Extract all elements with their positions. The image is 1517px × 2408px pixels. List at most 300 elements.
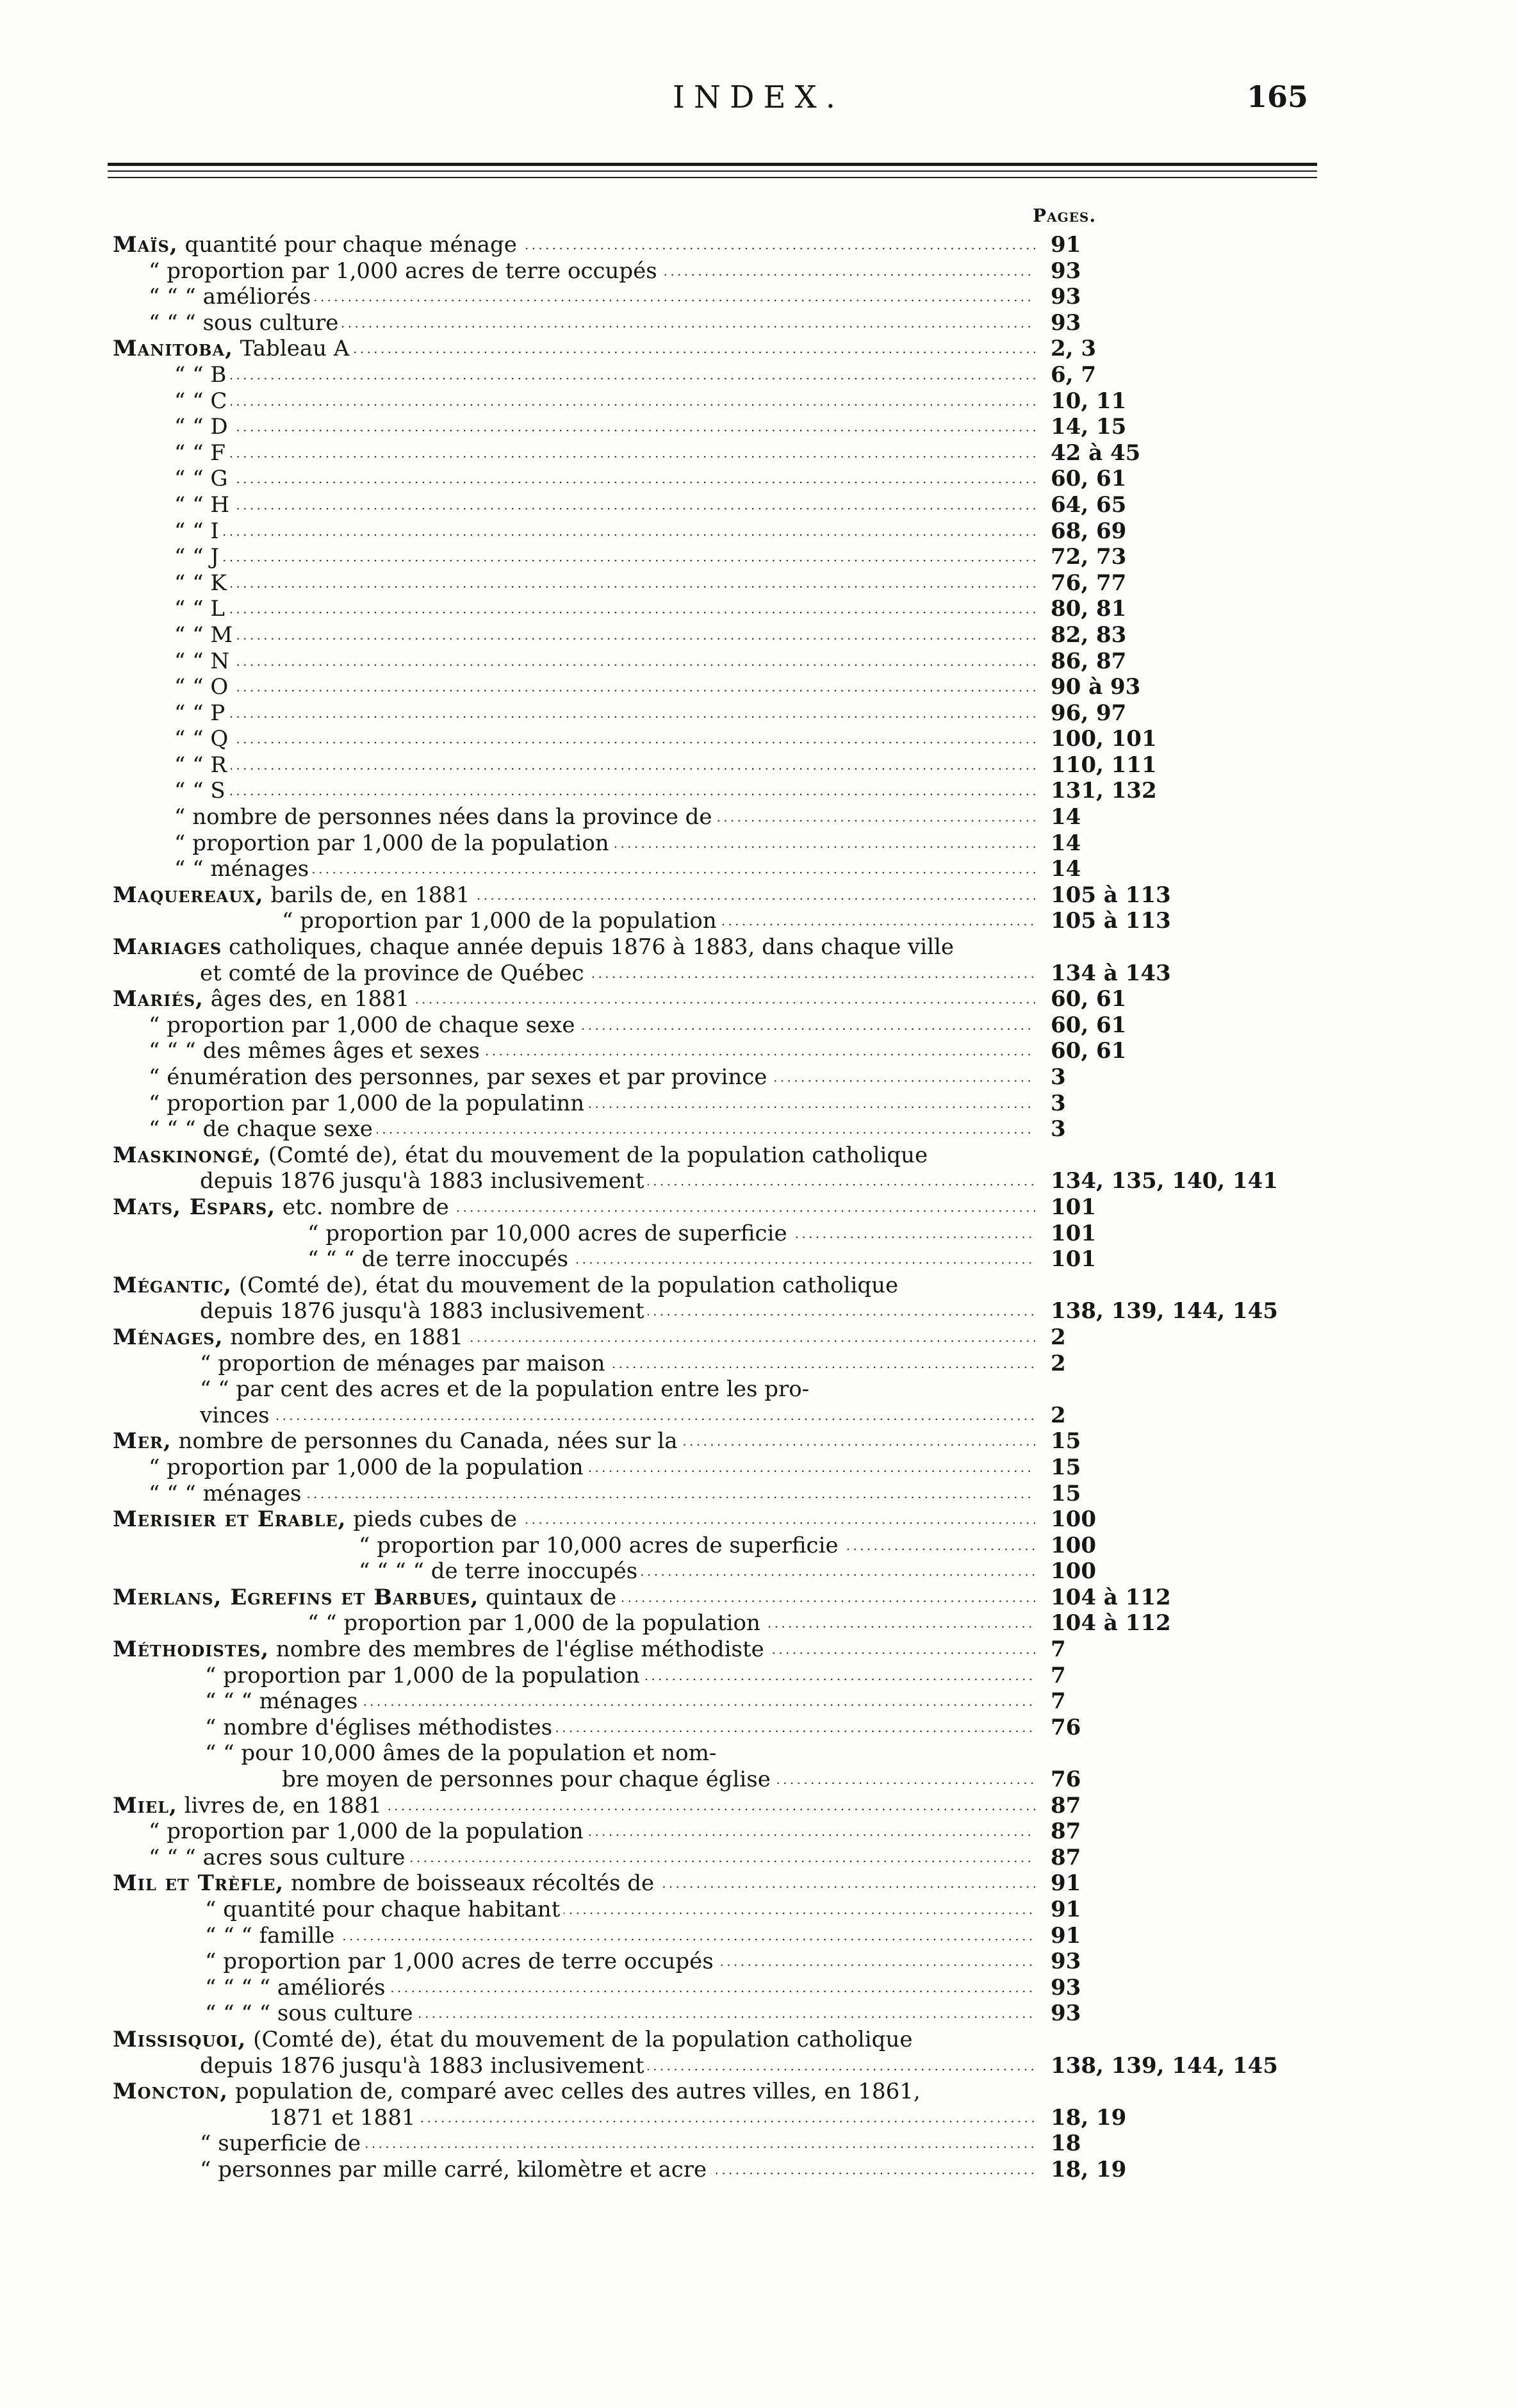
entry-text: [269, 2105, 1035, 2131]
entry-text: [205, 1923, 1035, 1949]
entry-description: “ “ L: [174, 596, 225, 622]
index-entry: [0, 1870, 1517, 1897]
entry-description: “ nombre d'églises méthodistes: [205, 1714, 553, 1740]
entry-text: [113, 882, 1035, 909]
entry-pages: 72, 73: [1051, 544, 1127, 570]
entry-text: [113, 2027, 1069, 2053]
entry-text: [282, 908, 1035, 934]
index-entry: [0, 2053, 1517, 2079]
entry-text: [205, 1897, 1035, 1923]
index-entry: [0, 1767, 1517, 1793]
index-entry: [0, 1897, 1517, 1923]
index-entry: [0, 1376, 1517, 1403]
index-entry: [0, 2027, 1517, 2053]
entry-description: “ “ “ acres sous culture: [149, 1844, 406, 1870]
entry-description: “ “ “ améliorés: [149, 284, 311, 310]
index-entry: [0, 1324, 1517, 1351]
entry-pages: 76, 77: [1051, 570, 1127, 596]
entry-text: [113, 2079, 1069, 2105]
entry-text: [174, 622, 1035, 648]
entry-pages: 60, 61: [1051, 466, 1127, 492]
entry-pages: 91: [1051, 232, 1081, 258]
entry-text: [174, 752, 1035, 779]
entry-description: “ proportion par 1,000 de la population: [149, 1818, 584, 1845]
entry-text: [174, 414, 1035, 440]
entry-text: [200, 2053, 1035, 2079]
entry-description: “ proportion par 10,000 acres de superficie: [359, 1532, 839, 1558]
entry-description: “ “ O: [174, 674, 229, 700]
entry-pages: 7: [1051, 1688, 1066, 1715]
entry-text: [149, 1012, 1035, 1039]
index-entry: [0, 1610, 1517, 1637]
entry-pages: 93: [1051, 309, 1081, 336]
entry-pages: 76: [1051, 1767, 1081, 1793]
entry-heading: Merlans, Egrefins et Barbues,: [113, 1584, 479, 1610]
index-entry: [0, 1715, 1517, 1741]
header-rule: [108, 170, 1317, 172]
entry-text: [174, 518, 1035, 545]
entry-description: (Comté de), état du mouvement de la population catholique: [261, 1142, 928, 1168]
entry-text: [205, 1740, 1069, 1767]
entry-text: [200, 1403, 1035, 1429]
entry-text: [205, 1663, 1035, 1689]
entry-pages: 93: [1051, 258, 1081, 284]
entry-description: livres de, en 1881: [177, 1792, 382, 1818]
index-entry: [0, 1403, 1517, 1429]
index-entry: [0, 674, 1517, 700]
entry-text: [149, 284, 1035, 310]
entry-pages: 60, 61: [1051, 1038, 1127, 1064]
entry-pages: 138, 139, 144, 145: [1051, 2052, 1278, 2079]
entry-description: “ “ B: [174, 361, 227, 388]
entry-description: “ “ “ des mêmes âges et sexes: [149, 1038, 480, 1064]
entry-pages: 93: [1051, 1949, 1081, 1975]
entry-description: “ personnes par mille carré, kilomètre et acre: [200, 2156, 707, 2182]
entry-text: [200, 1351, 1035, 1377]
entry-description: barils de, en 1881: [263, 882, 470, 908]
index-entry: [0, 440, 1517, 466]
entry-pages: 100: [1051, 1532, 1096, 1558]
entry-heading: Méthodistes,: [113, 1637, 270, 1663]
entry-description: nombre des, en 1881: [223, 1324, 464, 1350]
index-entry: [0, 961, 1517, 987]
entry-description: “ “ “ sous culture: [149, 309, 339, 336]
entry-text: [174, 648, 1035, 675]
entry-description: “ “ D: [174, 414, 228, 440]
index-entry: [0, 232, 1517, 258]
entry-pages: 105 à 113: [1051, 908, 1171, 934]
entry-description: bre moyen de personnes pour chaque église: [282, 1767, 771, 1793]
entry-description: “ énumération des personnes, par sexes et par province: [149, 1064, 767, 1090]
entry-description: “ “ P: [174, 700, 226, 726]
entry-description: “ “ “ “ améliorés: [205, 1974, 386, 2000]
entry-pages: 15: [1051, 1428, 1081, 1455]
entry-heading: Mer,: [113, 1428, 172, 1455]
index-entry: [0, 648, 1517, 675]
entry-pages: 18, 19: [1051, 2156, 1127, 2182]
entry-description: “ “ F: [174, 440, 226, 466]
entry-description: “ “ “ ménages: [149, 1480, 302, 1506]
entry-heading: Mégantic,: [113, 1272, 233, 1298]
index-entry: [0, 1455, 1517, 1481]
index-entry: [0, 1116, 1517, 1142]
index-entry: [0, 2157, 1517, 2183]
entry-description: “ “ K: [174, 570, 227, 596]
entry-description: “ proportion par 10,000 acres de superficie: [308, 1220, 787, 1246]
index-entry: [0, 2105, 1517, 2131]
entry-pages: 101: [1051, 1194, 1096, 1220]
entry-description: etc. nombre de: [275, 1194, 449, 1220]
entry-pages: 131, 132: [1051, 778, 1157, 804]
entry-pages: 93: [1051, 284, 1081, 310]
entry-text: [113, 1428, 1035, 1455]
entry-pages: 86, 87: [1051, 648, 1127, 674]
entry-text: [174, 362, 1035, 388]
entry-text: [113, 1793, 1035, 1819]
entry-pages: 96, 97: [1051, 700, 1127, 726]
entry-description: “ “ C: [174, 388, 227, 414]
entry-description: “ “ “ de chaque sexe: [149, 1116, 373, 1142]
index-entry: [0, 726, 1517, 752]
entry-pages: 91: [1051, 1897, 1081, 1922]
entry-pages: 14: [1051, 830, 1081, 856]
entry-pages: 105 à 113: [1051, 882, 1171, 908]
entry-pages: 100: [1051, 1506, 1096, 1533]
entry-pages: 82, 83: [1051, 622, 1127, 648]
index-entry: [0, 622, 1517, 648]
entry-pages: 60, 61: [1051, 1012, 1127, 1038]
entry-description: “ “ “ “ sous culture: [205, 2000, 413, 2027]
entry-description: pieds cubes de: [346, 1506, 518, 1533]
entry-text: [174, 570, 1035, 597]
entry-text: [113, 1194, 1035, 1221]
entry-description: “ “ par cent des acres et de la population entre les pro-: [200, 1376, 810, 1403]
index-entry: [0, 1168, 1517, 1194]
index-entry: [0, 1740, 1517, 1767]
entry-text: [359, 1558, 1035, 1585]
index-entry: [0, 804, 1517, 830]
entry-text: [149, 1455, 1035, 1481]
index-entry: [0, 518, 1517, 545]
entry-text: [174, 440, 1035, 466]
index-entry: [0, 1533, 1517, 1559]
entry-heading: Mariés,: [113, 986, 204, 1012]
entry-description: “ “ M: [174, 622, 233, 648]
entry-description: “ “ G: [174, 466, 228, 492]
entry-description: “ “ H: [174, 491, 230, 518]
entry-pages: 91: [1051, 1922, 1081, 1949]
entry-pages: 90 à 93: [1051, 674, 1141, 700]
entry-text: [113, 934, 1069, 961]
entry-text: [149, 1818, 1035, 1845]
entry-pages: 42 à 45: [1051, 440, 1141, 466]
entry-description: “ “ proportion par 1,000 de la population: [308, 1610, 760, 1637]
index-entry: [0, 1142, 1517, 1169]
entry-text: [200, 2131, 1035, 2157]
index-entry: [0, 388, 1517, 415]
entry-description: “ proportion par 1,000 acres de terre occupés: [149, 258, 657, 284]
entry-text: [174, 856, 1035, 882]
entry-pages: 64, 65: [1051, 491, 1127, 518]
index-entry: [0, 544, 1517, 570]
entry-text: [174, 544, 1035, 570]
entry-pages: 101: [1051, 1220, 1096, 1246]
index-entry: [0, 1351, 1517, 1377]
entry-text: [200, 2157, 1035, 2183]
entry-pages: 76: [1051, 1714, 1081, 1740]
index-entry: [0, 284, 1517, 310]
index-entry: [0, 1428, 1517, 1455]
entry-description: depuis 1876 jusqu'à 1883 inclusivement: [200, 1168, 644, 1194]
entry-description: “ proportion par 1,000 acres de terre occupés: [205, 1949, 714, 1975]
entry-pages: 14, 15: [1051, 414, 1127, 440]
index-entry: [0, 986, 1517, 1012]
entry-pages: 110, 111: [1051, 752, 1157, 778]
entry-pages: 68, 69: [1051, 518, 1127, 544]
index-entry: [0, 570, 1517, 597]
index-entry: [0, 362, 1517, 388]
entry-description: âges des, en 1881: [203, 986, 410, 1012]
entry-heading: Ménages,: [113, 1324, 224, 1350]
entry-text: [174, 596, 1035, 622]
entry-heading: Mil et Trèfle,: [113, 1870, 284, 1897]
entry-description: catholiques, chaque année depuis 1876 à 1883, dans chaque ville: [222, 934, 955, 961]
index-entry: [0, 830, 1517, 857]
entry-text: [174, 674, 1035, 700]
index-entry: [0, 1975, 1517, 2001]
entry-pages: 14: [1051, 804, 1081, 830]
entry-text: [113, 1585, 1035, 1611]
index-entry: [0, 1845, 1517, 1871]
entry-pages: 2: [1051, 1402, 1066, 1428]
entry-description: “ proportion par 1,000 de la population: [205, 1662, 640, 1688]
entry-text: [200, 1168, 1035, 1194]
entry-text: [308, 1610, 1035, 1637]
entry-description: “ proportion de ménages par maison: [200, 1350, 605, 1376]
index-entry: [0, 1038, 1517, 1064]
entry-pages: 87: [1051, 1792, 1081, 1818]
entry-description: “ “ pour 10,000 âmes de la population et nom-: [205, 1740, 717, 1767]
index-entry: [0, 882, 1517, 909]
entry-description: “ “ J: [174, 544, 220, 570]
entry-description: “ proportion par 1,000 de la population: [282, 908, 717, 934]
entry-description: (Comté de), état du mouvement de la population catholique: [246, 2026, 913, 2052]
index-entry: [0, 2079, 1517, 2105]
entry-description: Tableau A: [233, 336, 350, 362]
entry-description: “ “ S: [174, 778, 226, 804]
entry-heading: Maïs,: [113, 232, 178, 258]
header-rule: [108, 163, 1317, 166]
entry-text: [200, 961, 1035, 987]
pages-column-label: Pages.: [1033, 205, 1097, 226]
index-entry: [0, 492, 1517, 518]
entry-text: [205, 1975, 1035, 2001]
entry-description: “ nombre de personnes nées dans la province de: [174, 804, 712, 830]
index-entry: [0, 908, 1517, 934]
entry-pages: 3: [1051, 1064, 1066, 1090]
index-entry: [0, 596, 1517, 622]
entry-text: [174, 726, 1035, 752]
entry-pages: 3: [1051, 1116, 1066, 1142]
entry-text: [149, 1481, 1035, 1507]
entry-heading: Maskinongé,: [113, 1142, 262, 1168]
index-entry: [0, 336, 1517, 362]
entry-text: [149, 258, 1035, 285]
entry-text: [149, 1091, 1035, 1117]
entry-description: “ “ R: [174, 752, 227, 778]
entry-pages: 80, 81: [1051, 596, 1127, 622]
entry-heading: Mariages: [113, 934, 222, 961]
entry-text: [174, 700, 1035, 727]
entry-text: [149, 1845, 1035, 1871]
entry-text: [113, 1506, 1035, 1533]
index-entry: [0, 778, 1517, 804]
index-entry: [0, 1558, 1517, 1585]
index-entry: [0, 1298, 1517, 1324]
entry-pages: 18: [1051, 2131, 1081, 2157]
entry-text: [174, 778, 1035, 804]
index-entries: [0, 232, 1517, 2183]
entry-text: [149, 1116, 1035, 1142]
index-entry: [0, 466, 1517, 492]
entry-pages: 3: [1051, 1090, 1066, 1116]
entry-description: “ “ “ ménages: [205, 1688, 358, 1715]
entry-description: depuis 1876 jusqu'à 1883 inclusivement: [200, 2052, 644, 2079]
entry-text: [308, 1221, 1035, 1247]
entry-pages: 7: [1051, 1637, 1066, 1663]
entry-text: [113, 1324, 1035, 1351]
entry-heading: Mats, Espars,: [113, 1194, 276, 1220]
index-entry: [0, 1506, 1517, 1533]
index-entry: [0, 1637, 1517, 1663]
index-entry: [0, 258, 1517, 285]
entry-pages: 15: [1051, 1480, 1081, 1506]
entry-pages: 101: [1051, 1246, 1096, 1273]
entry-description: “ proportion par 1,000 de la population: [149, 1454, 584, 1480]
entry-text: [174, 830, 1035, 857]
entry-text: [200, 1298, 1035, 1324]
entry-text: [113, 1637, 1035, 1663]
entry-heading: Manitoba,: [113, 336, 233, 362]
entry-pages: 104 à 112: [1051, 1584, 1171, 1610]
entry-pages: 134 à 143: [1051, 960, 1171, 986]
entry-pages: 10, 11: [1051, 388, 1127, 414]
entry-pages: 18, 19: [1051, 2104, 1127, 2131]
entry-text: [282, 1767, 1035, 1793]
entry-description: “ “ “ “ de terre inoccupés: [359, 1558, 638, 1585]
entry-text: [149, 310, 1035, 336]
entry-pages: 93: [1051, 2000, 1081, 2027]
index-entry: [0, 1585, 1517, 1611]
entry-description: “ “ I: [174, 518, 219, 544]
index-entry: [0, 934, 1517, 961]
entry-text: [205, 2000, 1035, 2027]
entry-text: [113, 232, 1035, 258]
entry-description: et comté de la province de Québec: [200, 960, 584, 986]
entry-pages: 87: [1051, 1844, 1081, 1870]
entry-heading: Missisquoi,: [113, 2026, 247, 2052]
entry-pages: 138, 139, 144, 145: [1051, 1298, 1278, 1324]
entry-description: nombre de personnes du Canada, nées sur la: [171, 1428, 678, 1455]
entry-pages: 100: [1051, 1558, 1096, 1585]
entry-description: “ proportion par 1,000 de la population: [174, 830, 609, 856]
index-entry: [0, 1793, 1517, 1819]
entry-text: [174, 388, 1035, 415]
entry-pages: 2: [1051, 1350, 1066, 1376]
index-entry: [0, 1949, 1517, 1975]
entry-description: “ “ Q: [174, 726, 229, 752]
entry-text: [149, 1038, 1035, 1064]
page-title: INDEX.: [673, 79, 844, 115]
entry-pages: 100, 101: [1051, 726, 1157, 752]
entry-description: “ quantité pour chaque habitant: [205, 1897, 561, 1922]
entry-pages: 7: [1051, 1662, 1066, 1688]
index-entry: [0, 1194, 1517, 1221]
entry-description: 1871 et 1881: [269, 2104, 416, 2131]
entry-text: [113, 1273, 1069, 1299]
entry-text: [174, 466, 1035, 492]
entry-pages: 104 à 112: [1051, 1610, 1171, 1637]
entry-description: “ proportion par 1,000 de chaque sexe: [149, 1012, 575, 1038]
index-entry: [0, 1221, 1517, 1247]
index-entry: [0, 2000, 1517, 2027]
entry-description: vinces: [200, 1402, 270, 1428]
entry-text: [174, 492, 1035, 518]
entry-description: nombre de boisseaux récoltés de: [284, 1870, 655, 1897]
entry-description: quintaux de: [479, 1584, 617, 1610]
index-entry: [0, 1481, 1517, 1507]
entry-pages: 2, 3: [1051, 336, 1096, 362]
entry-pages: 6, 7: [1051, 361, 1096, 388]
entry-text: [200, 1376, 1069, 1403]
index-entry: [0, 1663, 1517, 1689]
index-entry: [0, 1012, 1517, 1039]
entry-text: [205, 1688, 1035, 1715]
entry-description: nombre des membres de l'église méthodiste: [269, 1637, 764, 1663]
entry-description: “ superficie de: [200, 2131, 361, 2157]
entry-text: [113, 336, 1035, 362]
index-entry: [0, 1818, 1517, 1845]
index-entry: [0, 856, 1517, 882]
entry-text: [359, 1533, 1035, 1559]
index-entry: [0, 700, 1517, 727]
entry-text: [205, 1949, 1035, 1975]
entry-text: [113, 986, 1035, 1012]
index-entry: [0, 752, 1517, 779]
entry-heading: Maquereaux,: [113, 882, 264, 908]
entry-description: “ “ N: [174, 648, 230, 674]
index-entry: [0, 1246, 1517, 1273]
entry-pages: 134, 135, 140, 141: [1051, 1168, 1278, 1194]
index-entry: [0, 414, 1517, 440]
entry-text: [113, 1142, 1069, 1169]
index-entry: [0, 310, 1517, 336]
entry-text: [174, 804, 1035, 830]
entry-pages: 87: [1051, 1818, 1081, 1845]
entry-text: [113, 1870, 1035, 1897]
entry-heading: Moncton,: [113, 2079, 229, 2105]
entry-description: quantité pour chaque ménage: [177, 232, 517, 258]
entry-heading: Miel,: [113, 1792, 177, 1818]
entry-pages: 60, 61: [1051, 986, 1127, 1012]
entry-description: “ “ “ famille: [205, 1922, 335, 1949]
index-entry: [0, 1091, 1517, 1117]
index-entry: [0, 1064, 1517, 1091]
entry-pages: 93: [1051, 1974, 1081, 2000]
index-entry: [0, 2131, 1517, 2157]
header-rule: [108, 177, 1317, 178]
index-entry: [0, 1923, 1517, 1949]
